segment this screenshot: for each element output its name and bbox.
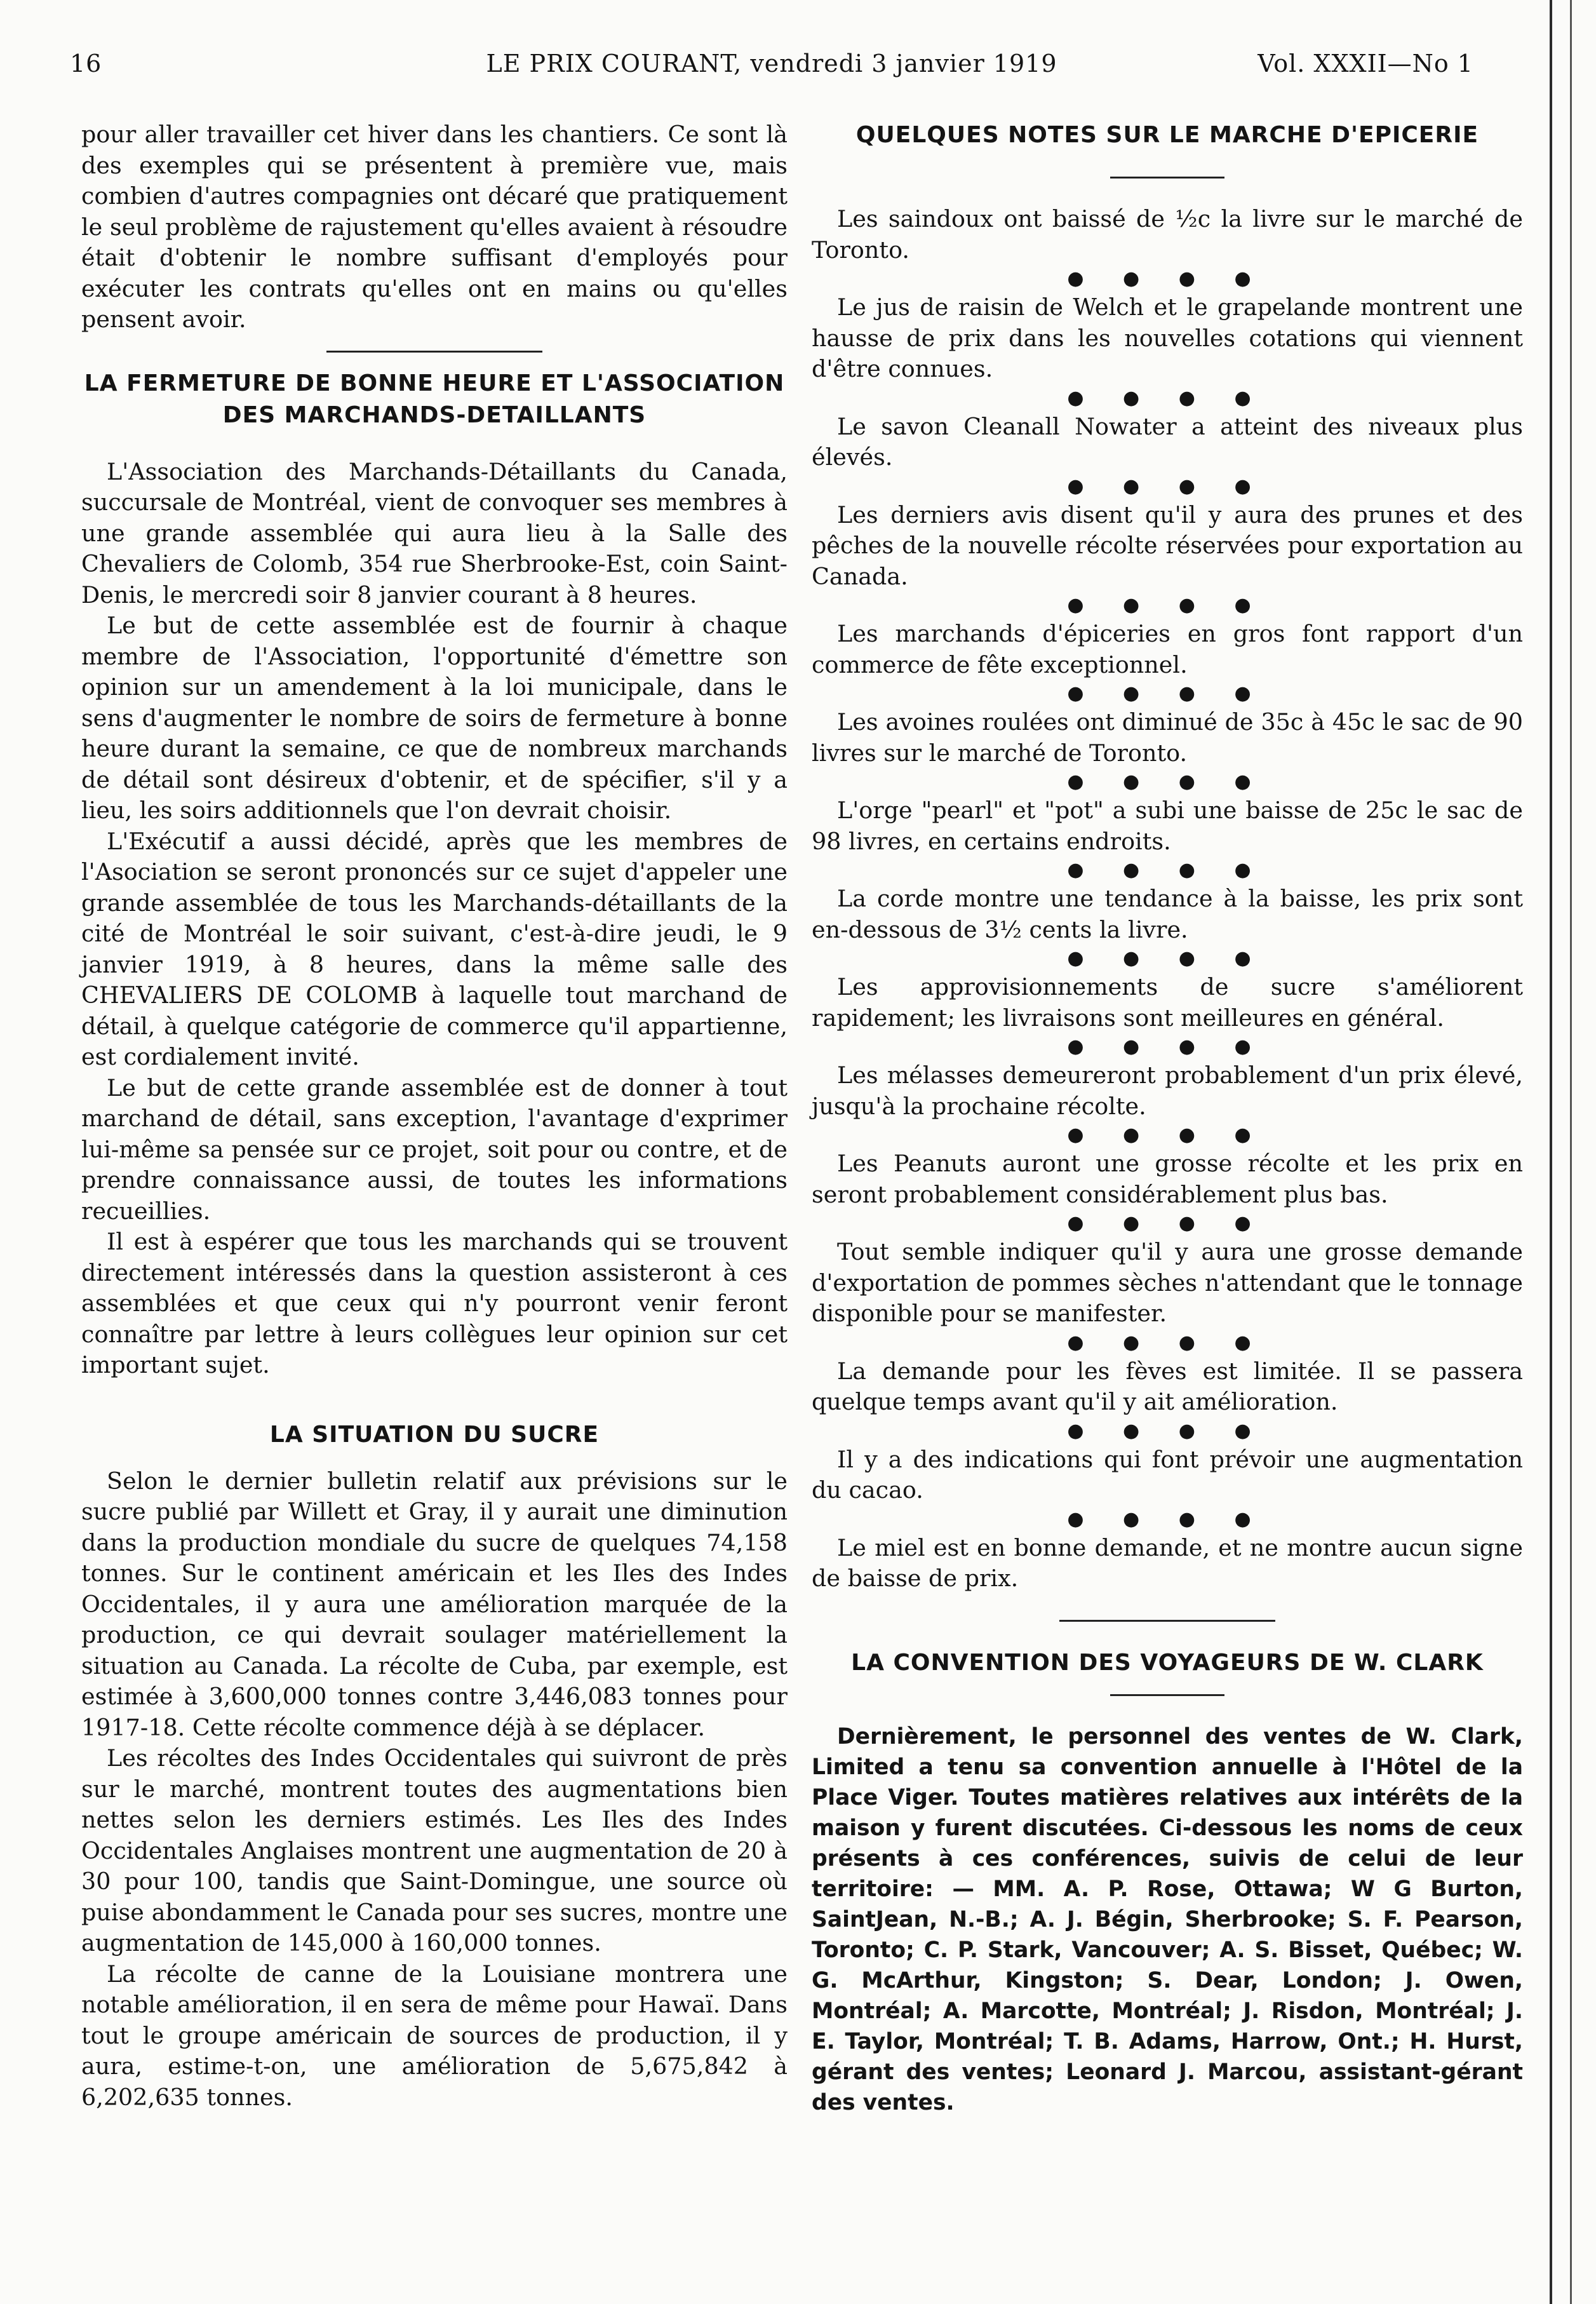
note-separator-dots: ● ● ● ●	[1067, 1035, 1268, 1058]
volume-number: Vol. XXXII—No 1	[1257, 50, 1473, 77]
grocery-note: Tout semble indiquer qu'il y aura une grosse demande d'exportation de pommes sèches n'attendant que le tonnage disponible pour se manifester.	[812, 1238, 1523, 1327]
note-separator-dots: ● ● ● ●	[1067, 1419, 1268, 1442]
article-title-convention: LA CONVENTION DES VOYAGEURS DE W. CLARK	[851, 1649, 1484, 1676]
note-separator-dots: ● ● ● ●	[1067, 1124, 1268, 1146]
grocery-note: Le miel est en bonne demande, et ne montre aucun signe de baisse de prix.	[812, 1533, 1523, 1592]
page-header	[70, 50, 1473, 88]
grocery-note: Les approvisionnements de sucre s'améliorent rapidement; les livraisons sont meilleures en général.	[812, 973, 1523, 1032]
article-paragraph: Le but de cette assemblée est de fournir à chaque membre de l'Association, l'opportunité d'émettre son opinion sur un amendement à la loi municipale, dans le sens d'augmenter le nombre de soirs de fermeture à bonne heure durant la semaine, ce que de nombreux marchands de détail sont désireux d'obtenir, et de spécifier, s'il y a lieu, les soirs additionnels que l'on devrait choisir.	[81, 612, 788, 824]
grocery-note: Les saindoux ont baissé de ½c la livre sur le marché de Toronto.	[812, 205, 1523, 264]
article-body-convention: Dernièrement, le personnel des ventes de W. Clark, Limited a tenu sa convention annuelle à l'Hôtel de la Place Viger. Toutes matières relatives aux intérêts de la maison y furent discutées. Ci-dessous les noms de ceux présents à ces conférences, suivis de celui de leur territoire: — MM. A. P. Rose, Ottawa; W G Burton, SaintJean, N.-B.; A. J. Bégin, Sherbrooke; S. F. Pearson, Toronto; C. P. Stark, Vancouver; A. S. Bisset, Québec; W. G. McArthur, Kingston; S. Dear, London; J. Owen, Montréal; A. Marcotte, Montréal; J. Risdon, Montréal; J. E. Taylor, Montréal; T. B. Adams, Harrow, Ont.; H. Hurst, gérant des ventes; Leonard J. Marcou, assistant-gérant des ventes.	[812, 1723, 1523, 2115]
grocery-note: La demande pour les fèves est limitée. Il se passera quelque temps avant qu'il y ait amélioration.	[812, 1357, 1523, 1415]
note-separator-dots: ● ● ● ●	[1067, 859, 1268, 881]
article-body-sucre	[81, 1466, 788, 2113]
page-edge-rule-outer	[1570, 0, 1572, 2304]
note-separator-dots: ● ● ● ●	[1067, 1212, 1268, 1234]
page-edge-rule	[1550, 0, 1552, 2304]
article-paragraph: Selon le dernier bulletin relatif aux prévisions sur le sucre publié par Willett et Gray, il y aurait une diminution dans la production mondiale du sucre de quelques 74,158 tonnes. Sur le continent américain et les Iles des Indes Occidentales, il y aura une amélioration marquée de la production, ce qui devrait soulager matériellement la situation au Canada. La récolte de Cuba, par exemple, est estimée à 3,600,000 tonnes contre 3,446,083 tonnes pour 1917-18. Cette récolte commence déjà à se déplacer.	[81, 1467, 788, 1741]
grocery-note: Le jus de raisin de Welch et le grapelande montrent une hausse de prix dans les nouvelles cotations qui viennent d'être connues.	[812, 293, 1523, 382]
note-separator-dots: ● ● ● ●	[1067, 771, 1268, 793]
article-body-fermeture	[81, 457, 788, 1381]
note-separator-dots: ● ● ● ●	[1067, 267, 1268, 290]
grocery-note: Les derniers avis disent qu'il y aura des prunes et des pêches de la nouvelle récolte réservées pour exportation au Canada.	[812, 501, 1523, 590]
note-separator-dots: ● ● ● ●	[1067, 594, 1268, 616]
grocery-note: L'orge "pearl" et "pot" a subi une baisse de 25c le sac de 98 livres, en certains endroits.	[812, 797, 1523, 855]
left-column	[81, 119, 788, 2113]
right-column	[812, 119, 1523, 2118]
article-paragraph: Il est à espérer que tous les marchands qui se trouvent directement intéressés dans la question assisteront à ces assemblées et que ceux qui n'y pourront venir feront connaître par lettre à leurs collègues leur opinion sur cet important sujet.	[81, 1228, 788, 1378]
grocery-note: Les Peanuts auront une grosse récolte et les prix en seront probablement considérablement plus bas.	[812, 1150, 1523, 1208]
article-paragraph: La récolte de canne de la Louisiane montrera une notable amélioration, il en sera de même pour Hawaï. Dans tout le groupe américain de sources de production, il y aura, estime-t-on, une amélioration de 5,675,842 à 6,202,635 tonnes.	[81, 1960, 788, 2111]
grocery-note: Le savon Cleanall Nowater a atteint des niveaux plus élevés.	[812, 412, 1523, 471]
intro-paragraph: pour aller travailler cet hiver dans les chantiers. Ce sont là des exemples qui se présentent à première vue, mais combien d'autres compagnies ont décaré que pratiquement le seul problème de rajustement qu'elles avaient à résoudre était d'obtenir le nombre suffisant d'employés pour exécuter les contrats qu'elles ont en mains ou qu'elles pensent avoir.	[81, 121, 788, 333]
grocery-note: Les mélasses demeureront probablement d'un prix élevé, jusqu'à la prochaine récolte.	[812, 1061, 1523, 1120]
note-separator-dots: ● ● ● ●	[1067, 386, 1268, 409]
grocery-note: Les avoines roulées ont diminué de 35c à 45c le sac de 90 livres sur le marché de Toronto.	[812, 708, 1523, 767]
grocery-note: Les marchands d'épiceries en gros font rapport d'un commerce de fête exceptionnel.	[812, 620, 1523, 678]
grocery-note: Il y a des indications qui font prévoir une augmentation du cacao.	[812, 1445, 1523, 1504]
note-separator-dots: ● ● ● ●	[1067, 947, 1268, 969]
grocery-note: La corde montre une tendance à la baisse, les prix sont en-dessous de 3½ cents la livre.	[812, 885, 1523, 943]
article-paragraph: Le but de cette grande assemblée est de donner à tout marchand de détail, sans exception, l'avantage d'exprimer lui-même sa pensée sur ce projet, soit pour ou contre, et de prendre connaissance aussi, de toutes les informations recueillies.	[81, 1074, 788, 1225]
page-number: 16	[70, 50, 102, 77]
article-paragraph: L'Exécutif a aussi décidé, après que les membres de l'Asociation se seront prononcés sur ce sujet d'appeler une grande assemblée de tous les Marchands-détaillants de la cité de Montréal le soir suivant, c'est-à-dire jeudi, le 9 janvier 1919, à 8 heures, dans la même salle des CHEVALIERS DE COLOMB à laquelle tout marchand de détail, à quelque catégorie de commerce qu'il appartienne, est cordialement invité.	[81, 827, 788, 1070]
note-separator-dots: ● ● ● ●	[1067, 1331, 1268, 1354]
note-separator-dots: ● ● ● ●	[1067, 475, 1268, 497]
article-title-notes: QUELQUES NOTES SUR LE MARCHE D'EPICERIE	[855, 122, 1479, 148]
article-paragraph: L'Association des Marchands-Détaillants du Canada, succursale de Montréal, vient de convoquer ses membres à une grande assemblée qui aura lieu à la Salle des Chevaliers de Colomb, 354 rue Sherbrooke-Est, coin Saint-Denis, le mercredi soir 8 janvier courant à 8 heures.	[81, 457, 788, 609]
grocery-notes	[812, 204, 1523, 1594]
note-separator-dots: ● ● ● ●	[1067, 1507, 1268, 1530]
article-paragraph: Les récoltes des Indes Occidentales qui suivront de près sur le marché, montrent toutes des augmentations bien nettes selon les derniers estimés. Les Iles des Indes Occidentales Anglaises montrent une augmentation de 20 à 30 pour 100, tandis que Saint-Domingue, une source où puise abondamment le Canada pour ses sucres, montre une augmentation de 145,000 à 160,000 tonnes.	[81, 1744, 788, 1957]
note-separator-dots: ● ● ● ●	[1067, 682, 1268, 704]
article-title-sucre: LA SITUATION DU SUCRE	[269, 1421, 600, 1448]
article-title-fermeture: LA FERMETURE DE BONNE HEURE ET L'ASSOCIATION DES MARCHANDS-DETAILLANTS	[84, 370, 785, 428]
publication-title: LE PRIX COURANT, vendredi 3 janvier 1919	[486, 50, 1057, 77]
